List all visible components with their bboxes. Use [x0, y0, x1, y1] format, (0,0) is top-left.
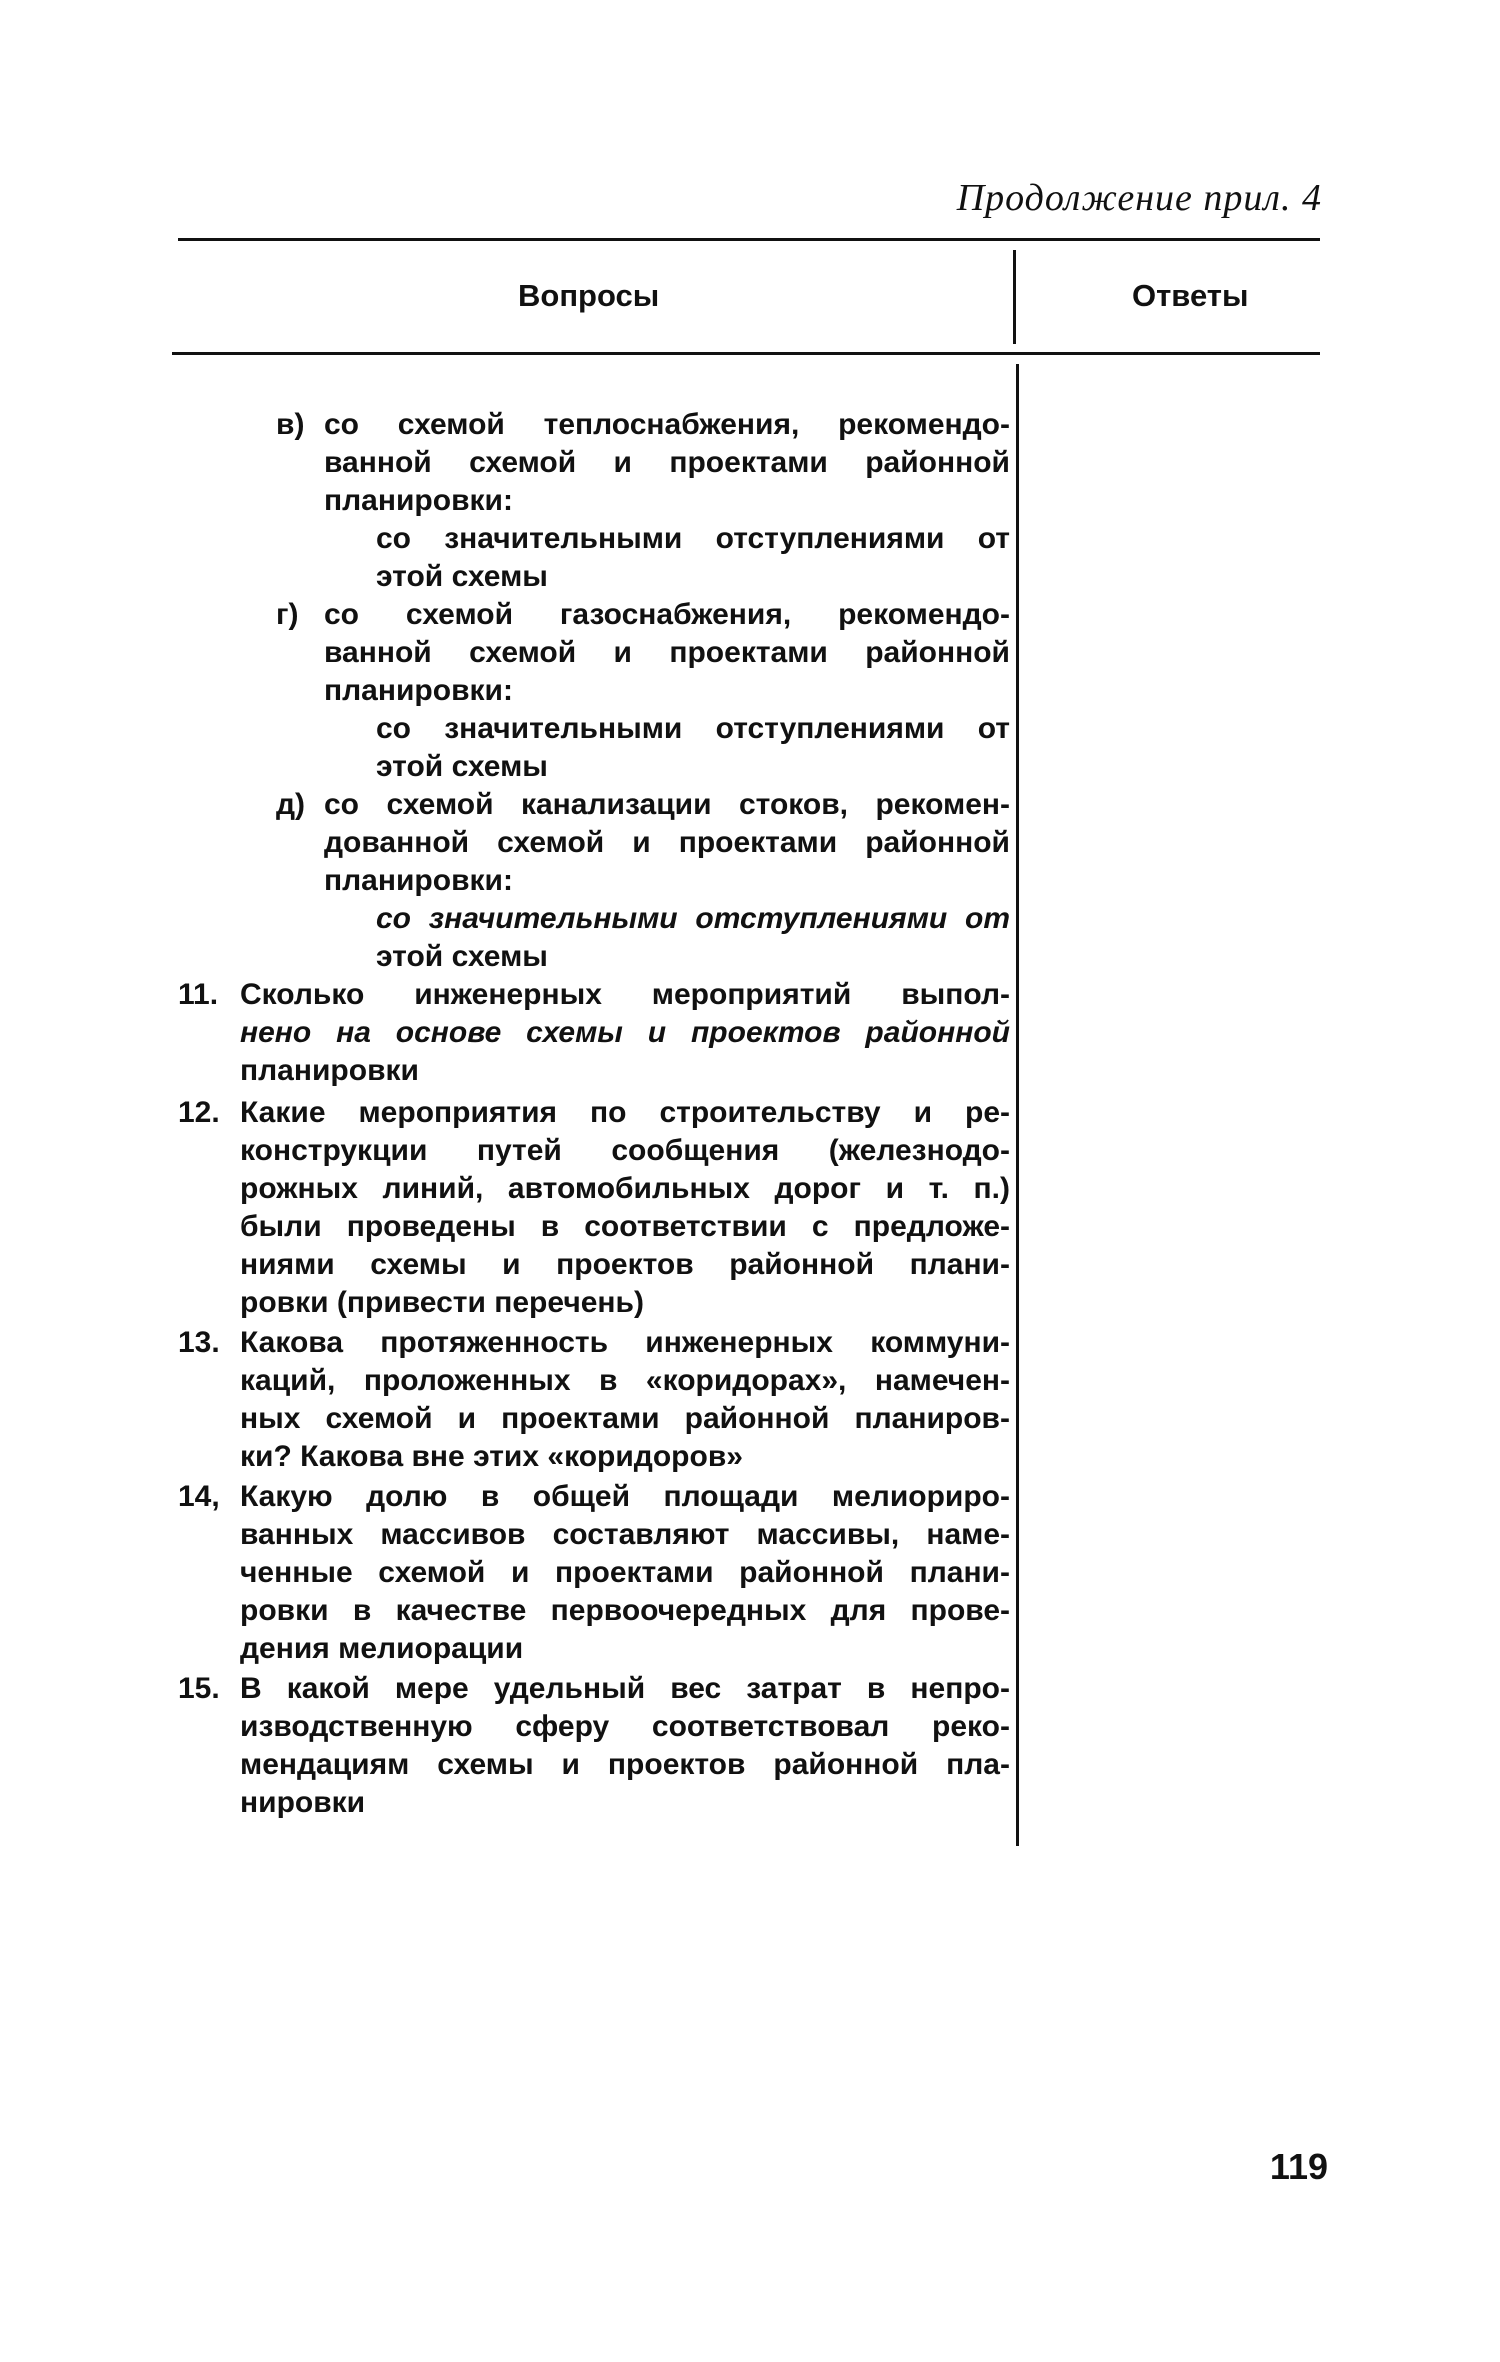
- sub-option-line: этой схемы: [376, 560, 548, 593]
- question-line: Какую долю в общей площади мелиориро-: [240, 1480, 1010, 1513]
- question-line: Сколько инженерных мероприятий выпол-: [240, 978, 1010, 1011]
- sub-option: [324, 520, 1010, 558]
- question-line: нено на основе схемы и проектов районной: [240, 1016, 1010, 1049]
- question-line: ки? Какова вне этих «коридоров»: [240, 1440, 743, 1473]
- question-line: мендациям схемы и проектов районной пла-: [240, 1748, 1010, 1781]
- item-marker: 11.: [178, 978, 219, 1011]
- body-column-divider: [1016, 364, 1019, 1846]
- item-marker: в): [276, 408, 305, 441]
- question-line: Какова протяженность инженерных коммуни-: [240, 1326, 1010, 1359]
- question-item-13: [178, 1324, 1010, 1476]
- question-line: Какие мероприятия по строительству и ре-: [240, 1096, 1010, 1129]
- header-bottom-rule: [172, 352, 1320, 355]
- column-header-answers: Ответы: [1132, 278, 1249, 313]
- sub-option-line: со значительными отступлениями от: [376, 902, 1010, 935]
- question-line: конструкции путей сообщения (железнодо-: [240, 1134, 1010, 1167]
- item-marker: 13.: [178, 1326, 220, 1359]
- item-marker: 15.: [178, 1672, 220, 1705]
- question-line: со схемой теплоснабжения, рекомендо-: [324, 408, 1010, 441]
- question-line: ченные схемой и проектами районной плани-: [240, 1556, 1010, 1589]
- question-line: планировки:: [324, 864, 513, 897]
- item-marker: 12.: [178, 1096, 220, 1129]
- question-line: были проведены в соответствии с предложе-: [240, 1210, 1010, 1243]
- sub-option-line: этой схемы: [376, 940, 548, 973]
- question-line: планировки: [240, 1054, 419, 1087]
- sub-option-line: со значительными отступлениями от: [376, 712, 1010, 745]
- question-item-14: [178, 1478, 1010, 1668]
- question-line: ниями схемы и проектов районной плани-: [240, 1248, 1010, 1281]
- question-item-12: [178, 1094, 1010, 1322]
- question-line: В какой мере удельный вес затрат в непро-: [240, 1672, 1010, 1705]
- question-line: изводственную сферу соответствовал реко-: [240, 1710, 1010, 1743]
- sub-option-line: этой схемы: [376, 750, 548, 783]
- page-number: 119: [1269, 2146, 1328, 2187]
- question-line: планировки:: [324, 674, 513, 707]
- question-item-v: [276, 406, 1010, 596]
- item-marker: г): [276, 598, 299, 631]
- question-line: дения мелиорации: [240, 1632, 524, 1665]
- continuation-label: Продолжение прил. 4: [956, 177, 1322, 219]
- sub-option: [324, 900, 1010, 938]
- question-line: ровки (привести перечень): [240, 1286, 644, 1319]
- question-item-15: [178, 1670, 1010, 1822]
- sub-option-line: со значительными отступлениями от: [376, 522, 1010, 555]
- question-line: рожных линий, автомобильных дорог и т. п.): [240, 1172, 1010, 1205]
- sub-option: [324, 710, 1010, 748]
- question-item-11: [178, 976, 1010, 1090]
- question-line: ванной схемой и проектами районной: [324, 446, 1010, 479]
- question-line: ных схемой и проектами районной планиров-: [240, 1402, 1010, 1435]
- header-column-divider: [1013, 250, 1016, 344]
- question-line: дованной схемой и проектами районной: [324, 826, 1010, 859]
- question-line: со схемой канализации стоков, рекомен-: [324, 788, 1010, 821]
- question-line: нировки: [240, 1786, 366, 1819]
- table-top-rule: [178, 238, 1320, 241]
- question-item-d: [276, 786, 1010, 976]
- question-line: планировки:: [324, 484, 513, 517]
- item-marker: д): [276, 788, 306, 821]
- item-marker: 14,: [178, 1480, 220, 1513]
- question-line: ровки в качестве первоочередных для прове-: [240, 1594, 1010, 1627]
- question-line: ванной схемой и проектами районной: [324, 636, 1010, 669]
- question-line: каций, проложенных в «коридорах», намечен-: [240, 1364, 1010, 1397]
- column-header-questions: Вопросы: [518, 278, 660, 313]
- question-line: со схемой газоснабжения, рекомендо-: [324, 598, 1010, 631]
- question-line: ванных массивов составляют массивы, наме-: [240, 1518, 1010, 1551]
- question-item-g: [276, 596, 1010, 786]
